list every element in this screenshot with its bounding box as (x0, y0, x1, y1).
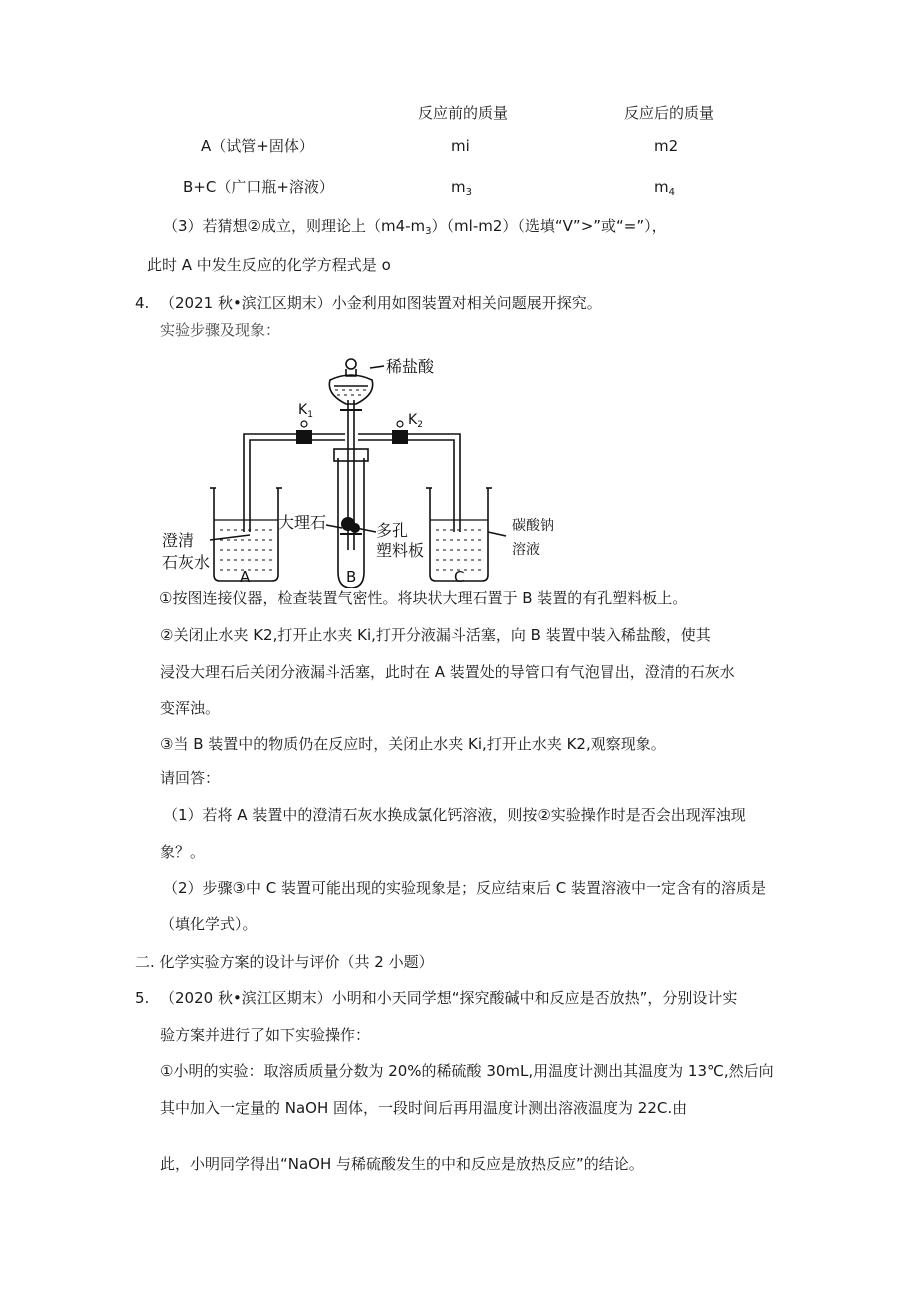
funnel-cap (346, 359, 356, 369)
problem5-line5: 此，小明同学得出“NaOH 与稀硫酸发生的中和反应是放热反应”的结论。 (160, 1155, 644, 1173)
label-na2co3-2: 溶液 (512, 542, 540, 558)
problem5-line1: （2020 秋•滨江区期末）小明和小天同学想“探究酸碱中和反应是否放热”，分别设计实 (160, 989, 738, 1007)
problem4-intro: （2021 秋•滨江区期末）小金利用如图装置对相关问题展开探究。 (160, 294, 602, 312)
problem5-line3: ①小明的实验：取溶质质量分数为 20%的稀硫酸 30mL,用温度计测出其温度为 13℃,然后向 (160, 1062, 774, 1080)
apparatus-diagram (150, 350, 570, 588)
clamp-k1 (296, 430, 312, 444)
ask-text: 请回答： (160, 769, 221, 787)
tube-to-c (358, 434, 460, 532)
step-2-line2: 浸没大理石后关闭分液漏斗活塞，此时在 A 装置处的导管口有气泡冒出，澄清的石灰水 (160, 663, 735, 681)
table-row2-after: $m_4$ (654, 178, 675, 198)
clamp-k2 (392, 430, 408, 444)
label-na2co3-1: 碳酸钠 (512, 518, 554, 534)
table-row1-after: m2 (654, 137, 679, 155)
question-1-line2: 象？。 (160, 843, 206, 861)
table-row1-before: mi (451, 137, 470, 155)
label-c: C (454, 568, 465, 586)
step-2-line1: ②关闭止水夹 K2,打开止水夹 Ki,打开分液漏斗活塞，向 B 装置中装入稀盐酸，使其 (160, 626, 711, 644)
label-plate-2: 塑料板 (376, 541, 425, 560)
q3-line1: （3）若猜想②成立，则理论上$(m4-m_3)(ml-m2)$（选填“V”>”或“=”）， (163, 217, 667, 237)
question-2-line1: （2）步骤③中 C 装置可能出现的实验现象是；反应结束后 C 装置溶液中一定含有的溶质是 (163, 879, 767, 897)
question-1-line1: （1）若将 A 装置中的澄清石灰水换成氯化钙溶液，则按②实验操作时是否会出现浑浊现 (163, 806, 746, 824)
label-limewater-2: 石灰水 (162, 553, 211, 572)
step-2-line3: 变浑浊。 (160, 699, 221, 717)
question-2-line2: （填化学式）。 (160, 915, 258, 933)
label-a: A (240, 568, 251, 586)
label-acid: 稀盐酸 (386, 357, 435, 376)
label-k2: $K_2$ (408, 412, 423, 430)
step-3: ③当 B 装置中的物质仍在反应时，关闭止水夹 Ki,打开止水夹 K2,观察现象。 (160, 735, 666, 753)
problem5-number: 5. (135, 989, 150, 1007)
q3-line2: 此时 A 中发生反应的化学方程式是 o (147, 256, 391, 274)
problem4-steps-title: 实验步骤及现象： (160, 321, 281, 339)
problem4-number: 4. (135, 294, 150, 312)
step-1: ①按图连接仪器，检查装置气密性。将块状大理石置于 B 装置的有孔塑料板上。 (159, 589, 688, 607)
table-header-before: 反应前的质量 (418, 104, 509, 122)
label-b: B (346, 568, 357, 586)
table-header-after: 反应后的质量 (624, 104, 715, 122)
table-row2-before: $m_3$ (451, 178, 472, 198)
section-2-title: 二. 化学实验方案的设计与评价（共 2 小题） (135, 953, 434, 971)
label-limewater-1: 澄清 (162, 531, 195, 550)
table-row1-label: A（试管+固体） (201, 137, 314, 155)
table-row2-label: B+C（广口瓶+溶液） (183, 178, 334, 196)
label-marble: 大理石 (278, 513, 327, 532)
label-k1: $K_1$ (298, 402, 313, 420)
problem5-line2: 验方案并进行了如下实验操作： (160, 1026, 371, 1044)
label-plate-1: 多孔 (376, 521, 409, 540)
problem5-line4: 其中加入一定量的 NaOH 固体，一段时间后再用温度计测出溶液温度为 22C.由 (160, 1099, 688, 1117)
stopper (334, 449, 368, 461)
